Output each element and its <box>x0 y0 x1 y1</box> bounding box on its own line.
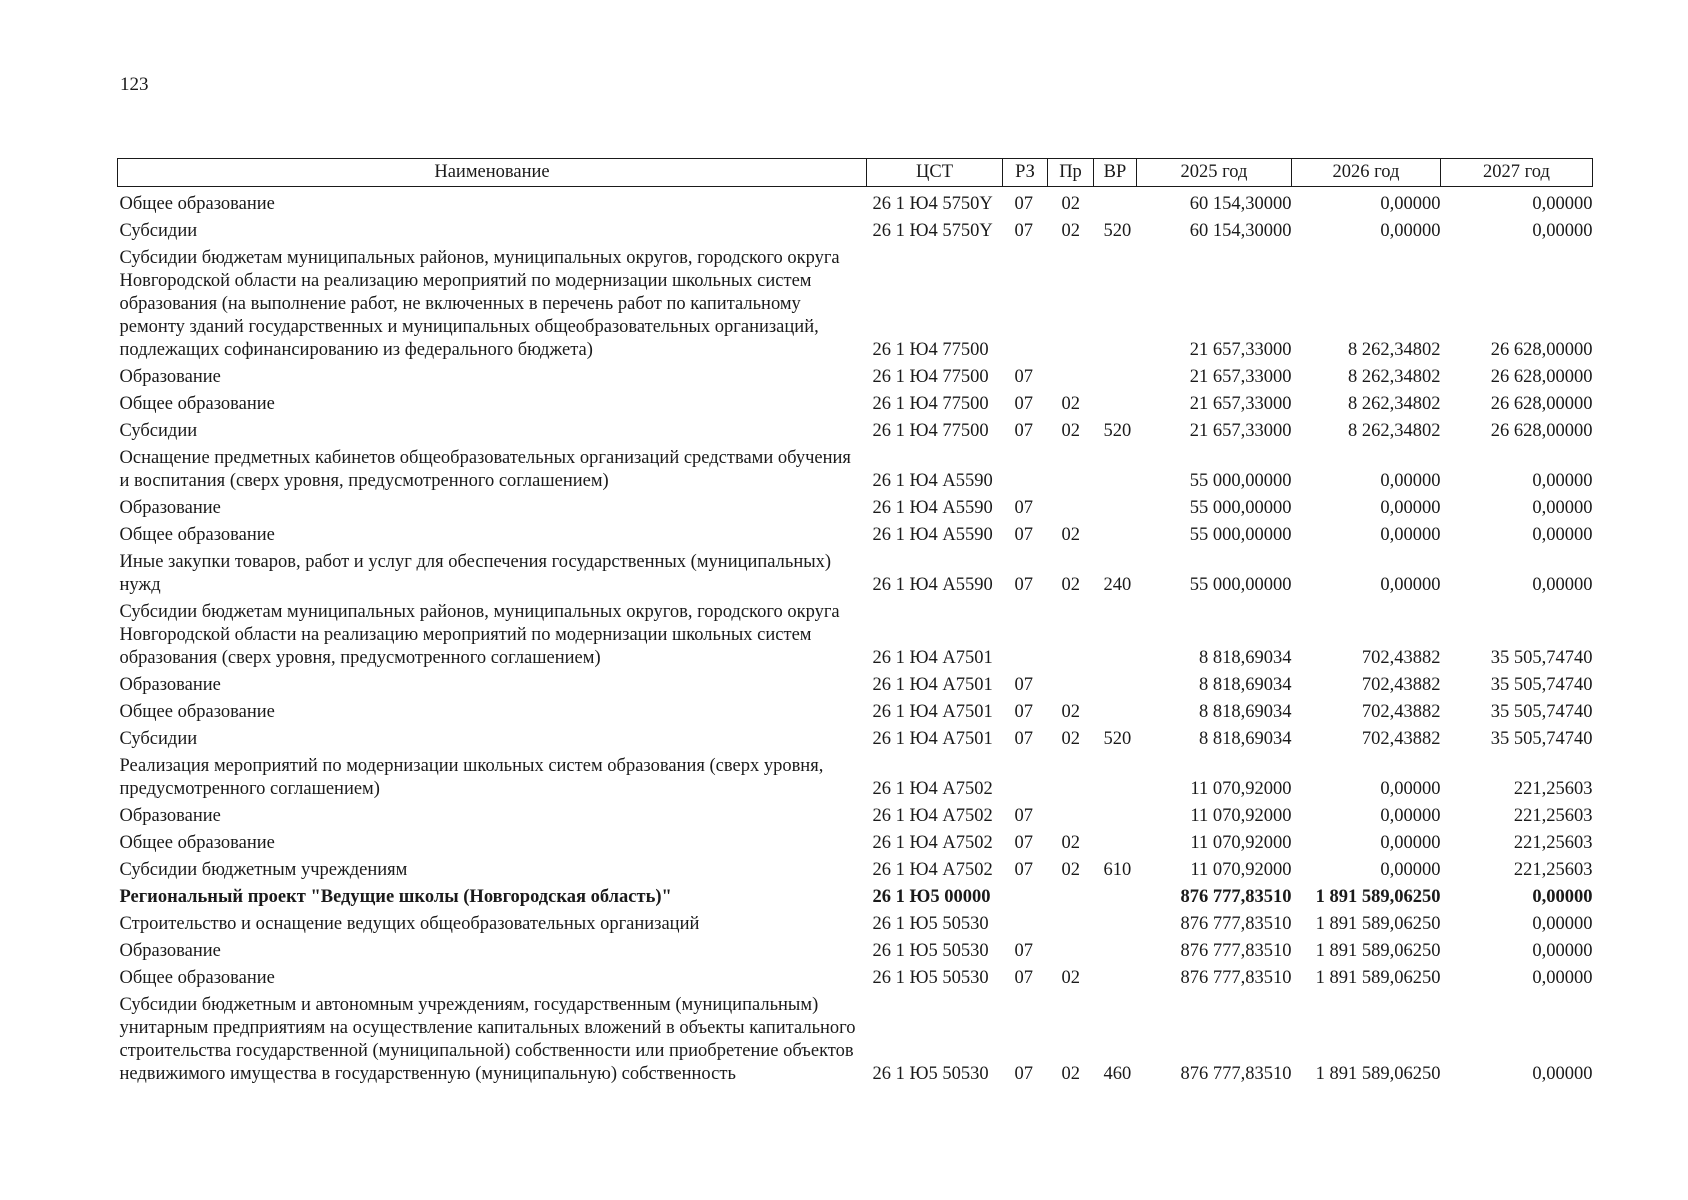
row-rz: 07 <box>1014 498 1033 518</box>
row-cst: 26 1 Ю4 А7502 <box>872 860 993 880</box>
row-vr <box>1094 494 1137 521</box>
row-cst: 26 1 Ю4 А7502 <box>872 779 993 799</box>
row-pr: 02 <box>1061 575 1080 595</box>
row-2027: 0,00000 <box>1532 914 1593 934</box>
row-cst: 26 1 Ю5 00000 <box>872 887 991 907</box>
row-2026: 0,00000 <box>1380 498 1441 518</box>
row-cst: 26 1 Ю4 А7501 <box>872 702 993 722</box>
row-2026: 8 262,34802 <box>1348 394 1441 414</box>
row-2025: 11 070,92000 <box>1190 860 1292 880</box>
row-2027: 221,25603 <box>1513 833 1593 853</box>
row-cst: 26 1 Ю4 А7501 <box>872 729 993 749</box>
table-row <box>118 521 1593 548</box>
row-2027: 0,00000 <box>1532 575 1593 595</box>
row-pr: 02 <box>1061 1064 1080 1084</box>
row-cst: 26 1 Ю4 77500 <box>872 340 989 360</box>
table-row <box>118 217 1593 244</box>
row-name: Общее образование <box>119 525 275 545</box>
header-2025: 2025 год <box>1137 159 1292 187</box>
row-2027: 35 505,74740 <box>1490 648 1593 668</box>
header-2026: 2026 год <box>1292 159 1441 187</box>
row-vr <box>1094 698 1137 725</box>
row-2027: 35 505,74740 <box>1490 675 1593 695</box>
row-pr: 02 <box>1061 421 1080 441</box>
row-cst: 26 1 Ю4 А5590 <box>872 498 993 518</box>
row-vr <box>1094 883 1137 910</box>
row-name: Субсидии <box>119 221 198 241</box>
row-2025: 21 657,33000 <box>1189 340 1292 360</box>
row-rz: 07 <box>1014 575 1033 595</box>
row-2027: 26 628,00000 <box>1490 421 1593 441</box>
header-rz: РЗ <box>1003 159 1048 187</box>
row-vr <box>1094 598 1137 671</box>
page-number: 123 <box>120 74 149 95</box>
header-pr: Пр <box>1048 159 1094 187</box>
table-row <box>118 752 1593 802</box>
row-rz: 07 <box>1014 968 1033 988</box>
row-2027: 35 505,74740 <box>1490 729 1593 749</box>
row-2026: 0,00000 <box>1380 860 1441 880</box>
row-name: Субсидии <box>119 729 198 749</box>
row-name: Региональный проект "Ведущие школы (Новгородская область)" <box>119 887 672 907</box>
row-name: Образование <box>119 367 221 387</box>
row-cst: 26 1 Ю4 А7501 <box>872 648 993 668</box>
row-pr <box>1048 444 1094 494</box>
row-pr: 02 <box>1061 968 1080 988</box>
row-2025: 21 657,33000 <box>1189 367 1292 387</box>
row-pr: 02 <box>1061 860 1080 880</box>
row-2025: 60 154,30000 <box>1189 221 1292 241</box>
row-2027: 0,00000 <box>1532 941 1593 961</box>
row-2026: 1 891 589,06250 <box>1315 887 1441 907</box>
row-2025: 8 818,69034 <box>1199 702 1292 722</box>
row-vr <box>1094 390 1137 417</box>
row-2026: 0,00000 <box>1380 806 1441 826</box>
row-2027: 26 628,00000 <box>1490 340 1593 360</box>
row-2026: 0,00000 <box>1380 525 1441 545</box>
row-vr <box>1094 937 1137 964</box>
table-row <box>118 829 1593 856</box>
row-rz: 07 <box>1014 421 1033 441</box>
row-2026: 0,00000 <box>1380 575 1441 595</box>
row-2026: 702,43882 <box>1361 702 1441 722</box>
row-pr <box>1048 244 1094 363</box>
row-vr: 240 <box>1103 575 1132 595</box>
row-rz <box>1003 883 1048 910</box>
row-rz <box>1003 244 1048 363</box>
row-2025: 8 818,69034 <box>1199 648 1292 668</box>
row-rz: 07 <box>1014 702 1033 722</box>
row-cst: 26 1 Ю4 77500 <box>872 421 989 441</box>
row-name: Субсидии бюджетным учреждениям <box>119 860 408 880</box>
row-2025: 11 070,92000 <box>1190 779 1292 799</box>
row-vr <box>1094 910 1137 937</box>
row-vr <box>1094 964 1137 991</box>
row-rz: 07 <box>1014 729 1033 749</box>
row-name: Образование <box>119 806 221 826</box>
row-2025: 55 000,00000 <box>1189 471 1292 491</box>
table-row <box>118 494 1593 521</box>
row-name: Образование <box>119 498 221 518</box>
row-vr <box>1094 829 1137 856</box>
row-2027: 0,00000 <box>1532 1064 1593 1084</box>
row-rz <box>1003 598 1048 671</box>
table-row <box>118 244 1593 363</box>
row-pr <box>1048 671 1094 698</box>
row-pr: 02 <box>1061 394 1080 414</box>
row-2026: 1 891 589,06250 <box>1315 914 1441 934</box>
row-name: Иные закупки товаров, работ и услуг для обеспечения государственных (муниципальных) нужд <box>119 552 832 595</box>
row-rz: 07 <box>1014 860 1033 880</box>
row-rz: 07 <box>1014 367 1033 387</box>
table-row <box>118 548 1593 598</box>
row-2025: 876 777,83510 <box>1180 941 1292 961</box>
row-2026: 1 891 589,06250 <box>1315 1064 1441 1084</box>
row-vr: 460 <box>1103 1064 1132 1084</box>
row-cst: 26 1 Ю5 50530 <box>872 914 989 934</box>
row-name: Субсидии <box>119 421 198 441</box>
row-name: Общее образование <box>119 968 275 988</box>
row-2025: 8 818,69034 <box>1199 729 1292 749</box>
table-row <box>118 725 1593 752</box>
row-2025: 8 818,69034 <box>1199 675 1292 695</box>
row-cst: 26 1 Ю4 77500 <box>872 394 989 414</box>
row-name: Реализация мероприятий по модернизации школьных систем образования (сверх уровня, предусмотренного соглашением) <box>119 756 824 799</box>
row-2026: 1 891 589,06250 <box>1315 941 1441 961</box>
row-name: Субсидии бюджетам муниципальных районов, муниципальных округов, городского округа Новгородской области на реализацию мероприятий по модернизации школьных систем образования (на выполнение работ, не включенных в перечень работ по капитальному ремонту зданий государственных и муниципальных общеобразовательных организаций, подлежащих софинансированию из федерального бюджета) <box>119 248 840 360</box>
row-2026: 0,00000 <box>1380 471 1441 491</box>
row-cst: 26 1 Ю5 50530 <box>872 968 989 988</box>
row-2026: 0,00000 <box>1380 779 1441 799</box>
row-pr <box>1048 598 1094 671</box>
budget-table <box>117 158 1593 1087</box>
row-name: Общее образование <box>119 394 275 414</box>
table-body <box>118 187 1593 1088</box>
row-pr: 02 <box>1061 833 1080 853</box>
row-pr: 02 <box>1061 525 1080 545</box>
row-rz: 07 <box>1014 221 1033 241</box>
table-row <box>118 598 1593 671</box>
row-rz: 07 <box>1014 394 1033 414</box>
row-name: Образование <box>119 941 221 961</box>
row-2025: 11 070,92000 <box>1190 833 1292 853</box>
table-row <box>118 698 1593 725</box>
row-2026: 1 891 589,06250 <box>1315 968 1441 988</box>
row-2026: 8 262,34802 <box>1348 421 1441 441</box>
row-2026: 0,00000 <box>1380 221 1441 241</box>
row-2027: 221,25603 <box>1513 779 1593 799</box>
row-name: Образование <box>119 675 221 695</box>
row-2025: 55 000,00000 <box>1189 525 1292 545</box>
row-rz: 07 <box>1014 194 1033 214</box>
table-row <box>118 910 1593 937</box>
row-2025: 60 154,30000 <box>1189 194 1292 214</box>
row-cst: 26 1 Ю4 А7502 <box>872 806 993 826</box>
row-cst: 26 1 Ю4 А5590 <box>872 471 993 491</box>
table-row <box>118 444 1593 494</box>
row-name: Общее образование <box>119 194 275 214</box>
row-rz <box>1003 752 1048 802</box>
row-pr: 02 <box>1061 194 1080 214</box>
row-2025: 11 070,92000 <box>1190 806 1292 826</box>
row-cst: 26 1 Ю4 А7502 <box>872 833 993 853</box>
row-name: Строительство и оснащение ведущих общеобразовательных организаций <box>119 914 700 934</box>
table-row <box>118 937 1593 964</box>
row-vr: 520 <box>1103 221 1132 241</box>
row-name: Общее образование <box>119 702 275 722</box>
row-vr: 610 <box>1103 860 1132 880</box>
row-rz: 07 <box>1014 833 1033 853</box>
table-row <box>118 390 1593 417</box>
row-vr <box>1094 363 1137 390</box>
row-pr <box>1048 937 1094 964</box>
row-2027: 0,00000 <box>1532 968 1593 988</box>
row-rz <box>1003 444 1048 494</box>
row-rz: 07 <box>1014 675 1033 695</box>
row-2027: 0,00000 <box>1532 887 1593 907</box>
row-name: Общее образование <box>119 833 275 853</box>
row-cst: 26 1 Ю4 А5590 <box>872 575 993 595</box>
row-vr <box>1094 187 1137 218</box>
row-rz: 07 <box>1014 806 1033 826</box>
row-2027: 26 628,00000 <box>1490 394 1593 414</box>
table-row <box>118 802 1593 829</box>
row-vr: 520 <box>1103 421 1132 441</box>
table-row <box>118 883 1593 910</box>
table-row <box>118 964 1593 991</box>
row-name: Субсидии бюджетам муниципальных районов, муниципальных округов, городского округа Новгородской области на реализацию мероприятий по модернизации школьных систем образования (сверх уровня, предусмотренного соглашением) <box>119 602 840 668</box>
table-row <box>118 856 1593 883</box>
row-2026: 8 262,34802 <box>1348 340 1441 360</box>
table-header <box>118 159 1593 187</box>
row-pr <box>1048 910 1094 937</box>
row-cst: 26 1 Ю5 50530 <box>872 941 989 961</box>
row-vr <box>1094 521 1137 548</box>
row-2025: 55 000,00000 <box>1189 575 1292 595</box>
row-pr <box>1048 883 1094 910</box>
row-vr <box>1094 802 1137 829</box>
row-cst: 26 1 Ю4 5750Y <box>872 194 993 214</box>
row-2026: 0,00000 <box>1380 833 1441 853</box>
row-cst: 26 1 Ю5 50530 <box>872 1064 989 1084</box>
row-pr: 02 <box>1061 729 1080 749</box>
row-vr: 520 <box>1103 729 1132 749</box>
header-2027: 2027 год <box>1441 159 1593 187</box>
row-2027: 0,00000 <box>1532 221 1593 241</box>
row-2027: 26 628,00000 <box>1490 367 1593 387</box>
row-2025: 21 657,33000 <box>1189 394 1292 414</box>
row-pr <box>1048 363 1094 390</box>
row-vr <box>1094 671 1137 698</box>
row-vr <box>1094 752 1137 802</box>
row-2025: 876 777,83510 <box>1180 887 1292 907</box>
row-2027: 221,25603 <box>1513 860 1593 880</box>
row-2025: 876 777,83510 <box>1180 1064 1292 1084</box>
header-name: Наименование <box>118 159 867 187</box>
row-2026: 702,43882 <box>1361 675 1441 695</box>
row-pr <box>1048 752 1094 802</box>
row-vr <box>1094 244 1137 363</box>
row-vr <box>1094 444 1137 494</box>
header-vr: ВР <box>1094 159 1137 187</box>
row-pr: 02 <box>1061 702 1080 722</box>
row-name: Оснащение предметных кабинетов общеобразовательных организаций средствами обучения и воспитания (сверх уровня, предусмотренного соглашением) <box>119 448 851 491</box>
row-cst: 26 1 Ю4 А5590 <box>872 525 993 545</box>
row-cst: 26 1 Ю4 77500 <box>872 367 989 387</box>
row-2025: 21 657,33000 <box>1189 421 1292 441</box>
row-2025: 876 777,83510 <box>1180 968 1292 988</box>
row-name: Субсидии бюджетным и автономным учреждениям, государственным (муниципальным) унитарным предприятиям на осуществление капитальных вложений в объекты капитального строительства государственной (муниципальной) собственности или приобретение объектов недвижимого имущества в государственную (муниципальную) собственность <box>119 995 856 1084</box>
row-rz: 07 <box>1014 525 1033 545</box>
row-2027: 0,00000 <box>1532 498 1593 518</box>
row-pr <box>1048 494 1094 521</box>
row-2026: 8 262,34802 <box>1348 367 1441 387</box>
row-2025: 55 000,00000 <box>1189 498 1292 518</box>
row-2026: 0,00000 <box>1380 194 1441 214</box>
table-row <box>118 363 1593 390</box>
header-cst: ЦСТ <box>867 159 1003 187</box>
row-rz: 07 <box>1014 1064 1033 1084</box>
row-2025: 876 777,83510 <box>1180 914 1292 934</box>
table-row <box>118 417 1593 444</box>
row-2026: 702,43882 <box>1361 729 1441 749</box>
row-rz: 07 <box>1014 941 1033 961</box>
row-2027: 221,25603 <box>1513 806 1593 826</box>
row-pr: 02 <box>1061 221 1080 241</box>
table-row <box>118 991 1593 1087</box>
row-2027: 0,00000 <box>1532 471 1593 491</box>
row-cst: 26 1 Ю4 А7501 <box>872 675 993 695</box>
row-2026: 702,43882 <box>1361 648 1441 668</box>
row-2027: 0,00000 <box>1532 525 1593 545</box>
table-row <box>118 187 1593 218</box>
row-rz <box>1003 910 1048 937</box>
row-2027: 0,00000 <box>1532 194 1593 214</box>
row-2027: 35 505,74740 <box>1490 702 1593 722</box>
row-cst: 26 1 Ю4 5750Y <box>872 221 993 241</box>
table-row <box>118 671 1593 698</box>
row-pr <box>1048 802 1094 829</box>
